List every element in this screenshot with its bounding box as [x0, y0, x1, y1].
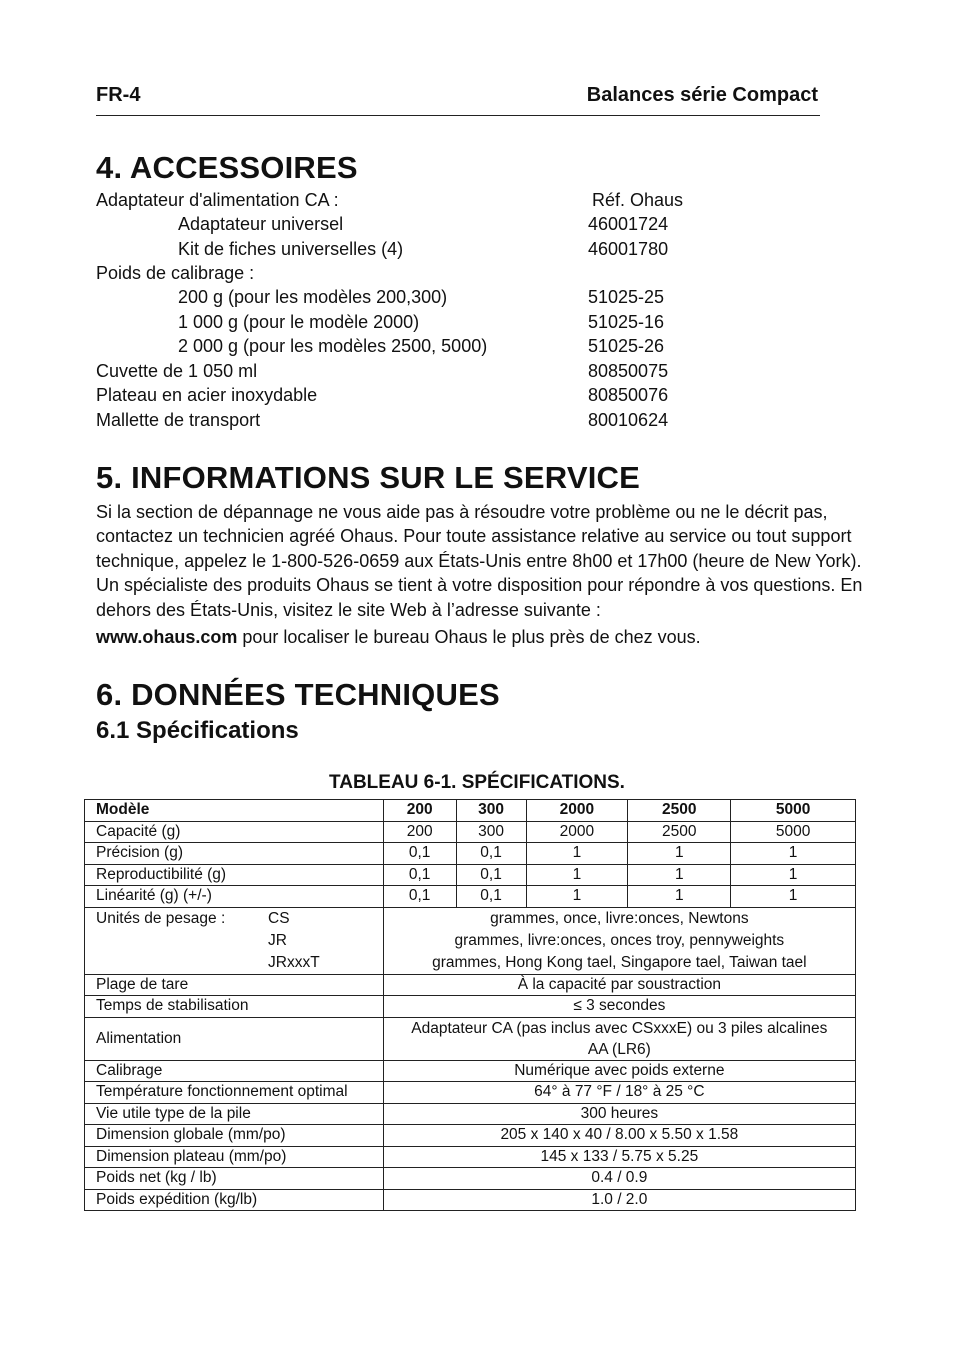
table-row	[85, 1189, 856, 1211]
table-cell: 5000	[731, 821, 856, 843]
specifications-table	[84, 799, 856, 1211]
row-label-units	[85, 907, 384, 974]
units-model: CS	[268, 909, 290, 927]
table-row-power	[85, 1017, 856, 1060]
accessory-label: Adaptateur d'alimentation CA :	[96, 190, 339, 210]
table-row	[85, 843, 856, 865]
row-label: Linéarité (g) (+/-)	[85, 886, 384, 908]
row-label: Poids expédition (kg/lb)	[85, 1189, 384, 1211]
table-cell: 2000	[526, 821, 628, 843]
table-cell: 0,1	[456, 864, 526, 886]
table-row	[85, 1082, 856, 1104]
column-header-2000: 2000	[526, 800, 628, 822]
table-cell: 1	[526, 864, 628, 886]
units-value-line: grammes, Hong Kong tael, Singapore tael, Taiwan tael	[432, 953, 807, 971]
column-header-5000: 5000	[731, 800, 856, 822]
power-value-line: Adaptateur CA (pas inclus avec CSxxxE) ou 3 piles alcalines	[411, 1019, 828, 1037]
section-5-title: 5. INFORMATIONS SUR LE SERVICE	[96, 460, 640, 495]
table-cell-span: 1.0 / 2.0	[383, 1189, 855, 1211]
table-header-row	[85, 800, 856, 822]
row-label: Température fonctionnement optimal	[85, 1082, 384, 1104]
units-label: Unités de pesage :	[96, 909, 226, 927]
accessory-label: 200 g (pour les modèles 200,300)	[178, 287, 448, 307]
table-cell-span: Numérique avec poids externe	[383, 1060, 855, 1082]
accessory-part-number: 46001780	[588, 239, 669, 259]
accessory-label: Poids de calibrage :	[96, 263, 255, 283]
units-model: JRxxxT	[268, 953, 320, 971]
table-cell-span: À la capacité par soustraction	[383, 974, 855, 996]
column-header-200: 200	[383, 800, 456, 822]
row-label: Précision (g)	[85, 843, 384, 865]
accessory-part-number: Réf. Ohaus	[592, 190, 684, 210]
table-cell-span: 64° à 77 °F / 18° à 25 °C	[383, 1082, 855, 1104]
units-model: JR	[268, 931, 287, 949]
ohaus-website-link[interactable]: www.ohaus.com	[96, 627, 238, 648]
row-label: Capacité (g)	[85, 821, 384, 843]
table-row	[85, 1125, 856, 1147]
accessory-label: Adaptateur universel	[178, 214, 344, 234]
row-label: Reproductibilité (g)	[85, 864, 384, 886]
accessory-label: 1 000 g (pour le modèle 2000)	[178, 312, 420, 332]
table-row	[85, 974, 856, 996]
column-header-2500: 2500	[628, 800, 731, 822]
table-cell: 1	[526, 886, 628, 908]
table-cell-span: 205 x 140 x 40 / 8.00 x 5.50 x 1.58	[383, 1125, 855, 1147]
service-text: Si la section de dépannage ne vous aide pas à résoudre votre problème ou ne le décrit pas, contactez un technicien agréé Ohaus. Pour toute assistance relative au service ou tout support technique, appelez le 1-800-526-0659 aux États-Unis entre 8h00 et 17h00 (heure de New York). Un spécialiste des produits Ohaus se tient à votre disposition pour répondre à vos questions. En dehors des États-Unis, visitez le site Web à l’adresse suivante :	[96, 502, 863, 620]
row-label: Dimension plateau (mm/po)	[85, 1146, 384, 1168]
table-cell: 1	[628, 864, 731, 886]
row-label: Alimentation	[85, 1017, 384, 1060]
accessory-label: Kit de fiches universelles (4)	[178, 239, 404, 259]
table-cell: 1	[628, 886, 731, 908]
table-cell: 1	[731, 843, 856, 865]
table-cell: 0,1	[383, 864, 456, 886]
table-cell: 0,1	[383, 843, 456, 865]
accessory-part-number: 80010624	[588, 410, 669, 430]
units-line	[96, 908, 383, 930]
service-paragraph	[96, 500, 866, 649]
service-text-suffix: pour localiser le bureau Ohaus le plus près de chez vous.	[237, 627, 701, 648]
column-header-model: Modèle	[85, 800, 384, 822]
table-caption: TABLEAU 6-1. SPÉCIFICATIONS.	[329, 772, 625, 793]
units-line	[96, 952, 383, 974]
table-cell: 200	[383, 821, 456, 843]
section-4-title: 4. ACCESSOIRES	[96, 150, 358, 185]
table-cell: 1	[628, 843, 731, 865]
row-label: Vie utile type de la pile	[85, 1103, 384, 1125]
section-6-title: 6. DONNÉES TECHNIQUES	[96, 677, 500, 712]
accessory-part-number: 51025-16	[588, 312, 665, 332]
table-cell-span: 0.4 / 0.9	[383, 1168, 855, 1190]
section-6-1-subtitle: 6.1 Spécifications	[96, 717, 299, 744]
table-row	[85, 1103, 856, 1125]
accessory-label: Mallette de transport	[96, 410, 261, 430]
table-cell: 0,1	[456, 886, 526, 908]
accessory-part-number: 51025-26	[588, 336, 665, 356]
units-values	[383, 907, 855, 974]
page-number: FR-4	[96, 84, 141, 106]
table-row	[85, 821, 856, 843]
row-label: Plage de tare	[85, 974, 384, 996]
row-label: Poids net (kg / lb)	[85, 1168, 384, 1190]
table-cell: 0,1	[383, 886, 456, 908]
table-cell: 1	[731, 864, 856, 886]
accessory-label: Plateau en acier inoxydable	[96, 385, 318, 405]
units-value-line: grammes, livre:onces, onces troy, pennyweights	[454, 931, 785, 949]
table-row	[85, 1146, 856, 1168]
table-cell: 1	[731, 886, 856, 908]
row-label: Temps de stabilisation	[85, 996, 384, 1018]
table-row	[85, 1060, 856, 1082]
row-label: Calibrage	[85, 1060, 384, 1082]
accessory-part-number: 80850076	[588, 385, 669, 405]
document-title: Balances série Compact	[586, 84, 818, 106]
table-cell: 1	[526, 843, 628, 865]
accessory-part-number: 51025-25	[588, 287, 665, 307]
table-row	[85, 996, 856, 1018]
table-cell-span: ≤ 3 secondes	[383, 996, 855, 1018]
table-cell: 0,1	[456, 843, 526, 865]
units-value-line: grammes, once, livre:onces, Newtons	[490, 909, 749, 927]
table-cell: 300	[456, 821, 526, 843]
accessory-label: 2 000 g (pour les modèles 2500, 5000)	[178, 336, 488, 356]
table-row-units	[85, 907, 856, 974]
power-value-line: AA (LR6)	[587, 1040, 651, 1058]
power-value	[383, 1017, 855, 1060]
units-line	[96, 930, 383, 952]
column-header-300: 300	[456, 800, 526, 822]
table-cell-span: 145 x 133 / 5.75 x 5.25	[383, 1146, 855, 1168]
accessory-part-number: 46001724	[588, 214, 669, 234]
table-row	[85, 864, 856, 886]
row-label: Dimension globale (mm/po)	[85, 1125, 384, 1147]
table-cell: 2500	[628, 821, 731, 843]
accessory-label: Cuvette de 1 050 ml	[96, 361, 258, 381]
table-row	[85, 886, 856, 908]
page-header	[96, 84, 820, 116]
table-cell-span: 300 heures	[383, 1103, 855, 1125]
table-row	[85, 1168, 856, 1190]
accessory-part-number: 80850075	[588, 361, 669, 381]
